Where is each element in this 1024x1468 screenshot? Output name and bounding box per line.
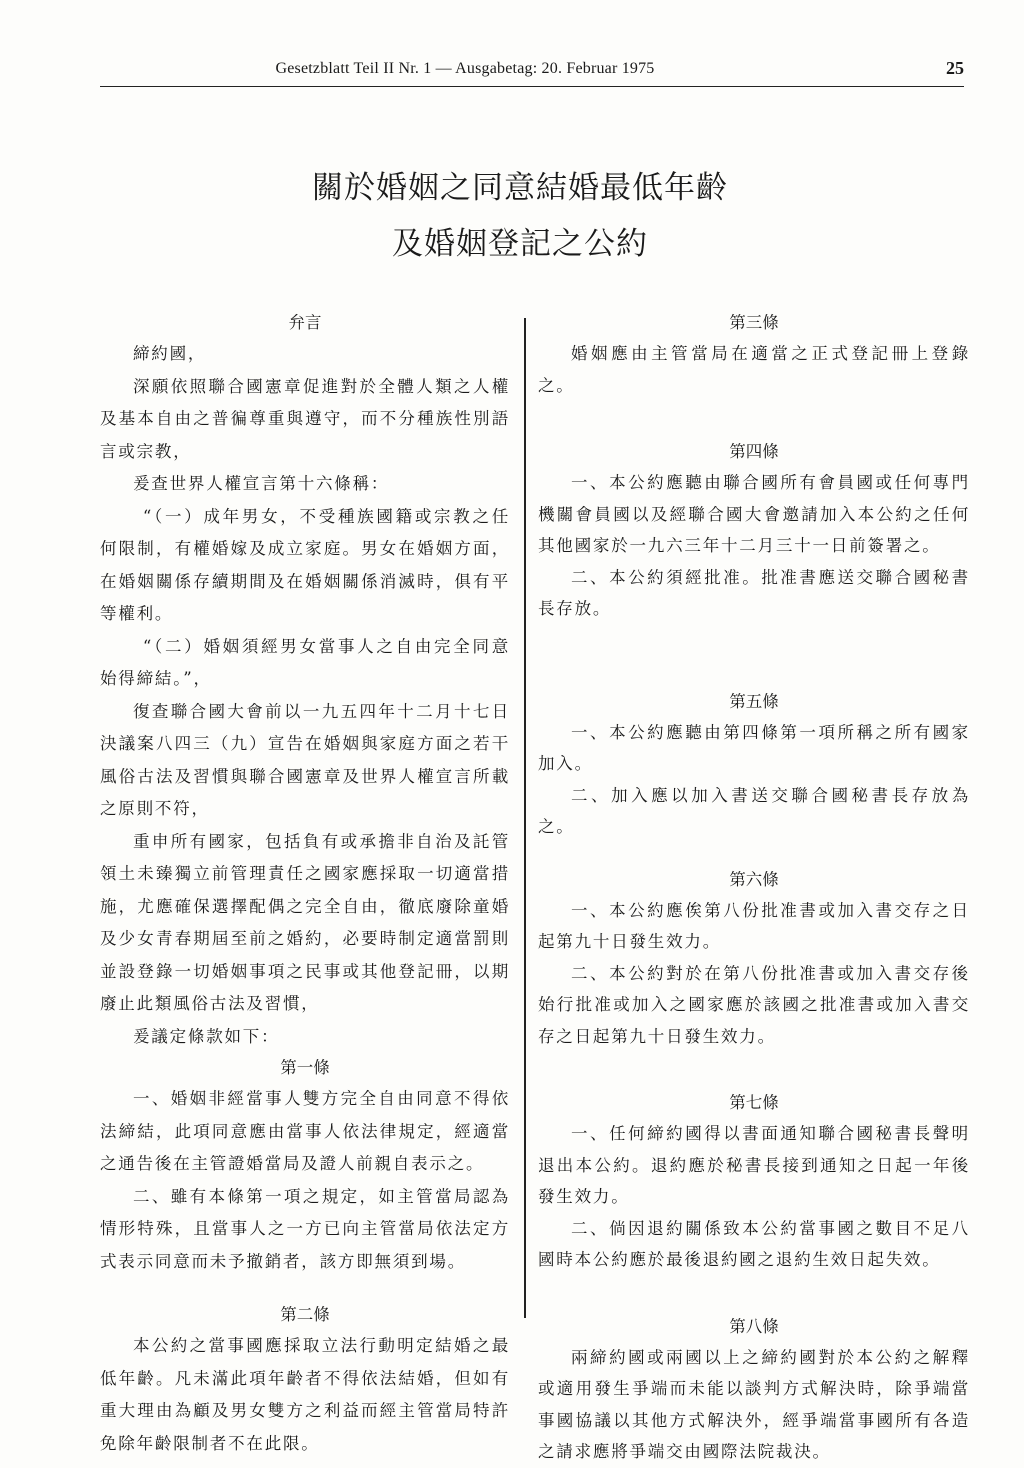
- paragraph: 爰查世界人權宣言第十六條稱：: [133, 474, 390, 493]
- paragraph: 二、雖有本條第一項之規定，如主管當局認為情形特殊，且當事人之一方已向主管當局依法定方式表示同意而未予撤銷者，該方即無須到場。: [100, 1186, 510, 1271]
- paragraph: 兩締約國或兩國以上之締約國對於本公約之解釋或適用發生爭端而未能以談判方式解決時，除爭端當事國協議以其他方式解決外，經爭端當事國所有各造之請求應將爭端交由國際法院裁決。: [538, 1347, 970, 1461]
- paragraph: 爰議定條款如下：: [133, 1026, 280, 1046]
- document-title: [120, 160, 920, 272]
- title-line-1: 關於婚姻之同意結婚最低年齡: [312, 170, 728, 206]
- article-1-heading: 第一條: [280, 1058, 330, 1077]
- paragraph: 締約國，: [133, 344, 207, 363]
- paragraph: 一、任何締約國得以書面通知聯合國秘書長聲明退出本公約。退約應於秘書長接到通知之日起一年後發生效力。: [538, 1124, 970, 1206]
- page-header: [100, 58, 964, 87]
- paragraph: 一、本公約應俟第八份批准書或加入書交存之日起第九十日發生效力。: [538, 900, 970, 951]
- article-5-heading: 第五條: [729, 691, 779, 711]
- title-line-2: 及婚姻登記之公約: [392, 226, 648, 262]
- article-2-heading: 第二條: [280, 1305, 330, 1324]
- left-column: [100, 308, 510, 1460]
- paragraph: 一、本公約應聽由聯合國所有會員國或任何專門機關會員國以及經聯合國大會邀請加入本公約之任何其他國家於一九六三年十二月三十一日前簽署之。: [538, 473, 970, 555]
- quote-paragraph: “（一）成年男女，不受種族國籍或宗教之任何限制，有權婚嫁及成立家庭。男女在婚姻方面，在婚姻關係存續期間及在婚姻關係消滅時，俱有平等權利。: [100, 506, 510, 623]
- paragraph: 深願依照聯合國憲章促進對於全體人類之人權及基本自由之普徧尊重與遵守，而不分種族性別語言或宗教，: [100, 376, 510, 461]
- quote-paragraph: “（二）婚姻須經男女當事人之自由完全同意始得締結。”，: [100, 636, 510, 688]
- paragraph: 一、本公約應聽由第四條第一項所稱之所有國家加入。: [538, 722, 970, 773]
- paragraph: 一、婚姻非經當事人雙方完全自由同意不得依法締結，此項同意應由當事人依法律規定，經適當之通告後在主管證婚當局及證人前親自表示之。: [100, 1089, 510, 1173]
- running-title: Gesetzblatt Teil II Nr. 1 — Ausgabetag: 20. Februar 1975: [275, 60, 655, 77]
- paragraph: 二、倘因退約關係致本公約當事國之數目不足八國時本公約應於最後退約國之退約生效日起失效。: [538, 1218, 970, 1269]
- paragraph: 重申所有國家，包括負有或承擔非自治及託管領土未臻獨立前管理責任之國家應採取一切適當措施，尤應確保選擇配偶之完全自由，徹底廢除童婚及少女青春期屆至前之婚約，必要時制定適當罰則並設登錄一切婚姻事項之民事或其他登記冊，以期廢止此類風俗古法及習慣，: [100, 831, 510, 1013]
- paragraph: 二、加入應以加入書送交聯合國秘書長存放為之。: [538, 785, 970, 836]
- column-divider: [524, 318, 526, 1318]
- article-3-heading: 第三條: [729, 313, 779, 332]
- paragraph: 本公約之當事國應採取立法行動明定結婚之最低年齡。凡未滿此項年齡者不得依法結婚，但如有重大理由為顧及男女雙方之利益而經主管當局特許免除年齡限制者不在此限。: [100, 1336, 510, 1453]
- paragraph: 二、本公約須經批准。批准書應送交聯合國秘書長存放。: [538, 567, 970, 618]
- right-column: [538, 308, 970, 1468]
- article-8-heading: 第八條: [729, 1316, 779, 1336]
- article-4-heading: 第四條: [729, 442, 779, 461]
- paragraph: 二、本公約對於在第八份批准書或加入書交存後始行批准或加入之國家應於該國之批准書或加入書交存之日起第九十日發生效力。: [538, 963, 970, 1046]
- paragraph: 復查聯合國大會前以一九五四年十二月十七日決議案八四三（九）宣告在婚姻與家庭方面之若干風俗古法及習慣與聯合國憲章及世界人權宣言所載之原則不符，: [100, 701, 510, 818]
- page-number: 25: [946, 58, 964, 78]
- article-6-heading: 第六條: [729, 869, 779, 889]
- article-7-heading: 第七條: [729, 1093, 779, 1112]
- preamble-heading: 弁言: [288, 313, 322, 332]
- paragraph: 婚姻應由主管當局在適當之正式登記冊上登錄之。: [538, 344, 970, 395]
